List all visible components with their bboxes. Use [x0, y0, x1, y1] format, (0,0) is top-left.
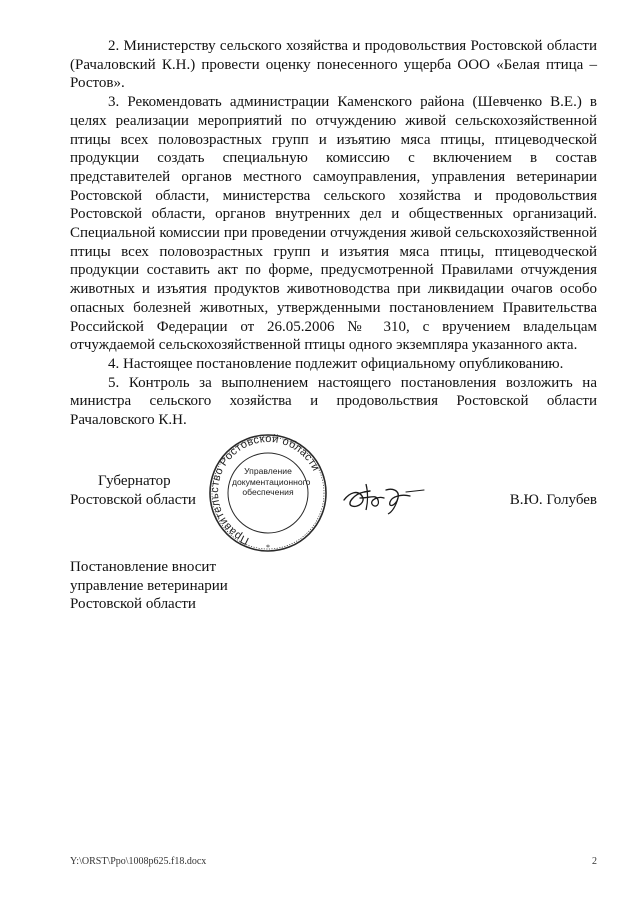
seal-inner-text — [232, 466, 311, 498]
paragraph-item-2: 2. Министерству сельского хозяйства и продовольствия Ростовской области (Рачаловский К.Н.) провести оценку понесенного ущерба ООО «Белая птица – Ростов». — [70, 38, 597, 92]
paragraph-item-3: 3. Рекомендовать администрации Каменского района (Шевченко В.Е.) в целях реализации мероприятий по отчуждению живой сельскохозяйственной птицы всех половозрастных групп и изъятию мяса птицы, птицеводческой продукции создать специальную комиссию с включением в состав представителей органов местного самоуправления, управления ветеринарии Ростовской области, министерства сельского хозяйства и продовольствия Ростовской области, органов внутренних дел и общественных организаций. Специальной комиссии при проведении отчуждения живой сельскохозяйственной птицы всех половозрастных групп и изъятия мяса птицы, птицеводческой продукции составить акт по форме, предусмотренной Правилами отчуждения животных и изъятия продуктов животноводства при ликвидации очагов особо опасных болезней животных, утвержденными постановлением Правительства Российской Федерации от 26.05.2006 № 310, с вручением владельцам отчуждаемой сельскохозяйственной птицы одного экземпляра указанного акта. — [70, 94, 597, 354]
submitted-by-line: управление ветеринарии — [70, 577, 228, 594]
signer-region: Ростовской области — [70, 491, 196, 508]
footer-page-number: 2 — [592, 856, 597, 867]
seal-inner-line: обеспечения — [242, 487, 294, 498]
signer-position: Губернатор — [98, 473, 171, 489]
footer-file-path: Y:\ORST\Ppo\1008p625.f18.docx — [70, 856, 207, 867]
paragraph-item-5: 5. Контроль за выполнением настоящего постановления возложить на министра сельского хозяйства и продовольствия Ростовской области Рачаловского К.Н. — [70, 374, 597, 429]
signature-block — [70, 430, 597, 560]
paragraph-item-4: 4. Настоящее постановление подлежит официальному опубликованию. — [108, 355, 564, 372]
seal-inner-line: Управление — [244, 466, 292, 476]
submitted-by-line: Ростовской области — [70, 596, 196, 613]
seal-inner-line: документационного — [232, 476, 311, 487]
handwritten-signature — [340, 478, 428, 518]
official-seal-stamp — [206, 430, 330, 556]
resolution-body — [70, 37, 597, 430]
svg-text:*: * — [266, 543, 270, 552]
signature-icon — [340, 478, 428, 518]
signer-title — [70, 472, 196, 509]
submitted-by-line: Постановление вносит — [70, 559, 217, 575]
seal-ring-text: Правительство Ростовской области — [208, 432, 322, 547]
signer-name: В.Ю. Голубев — [509, 492, 597, 508]
submitted-by-block — [70, 558, 228, 614]
